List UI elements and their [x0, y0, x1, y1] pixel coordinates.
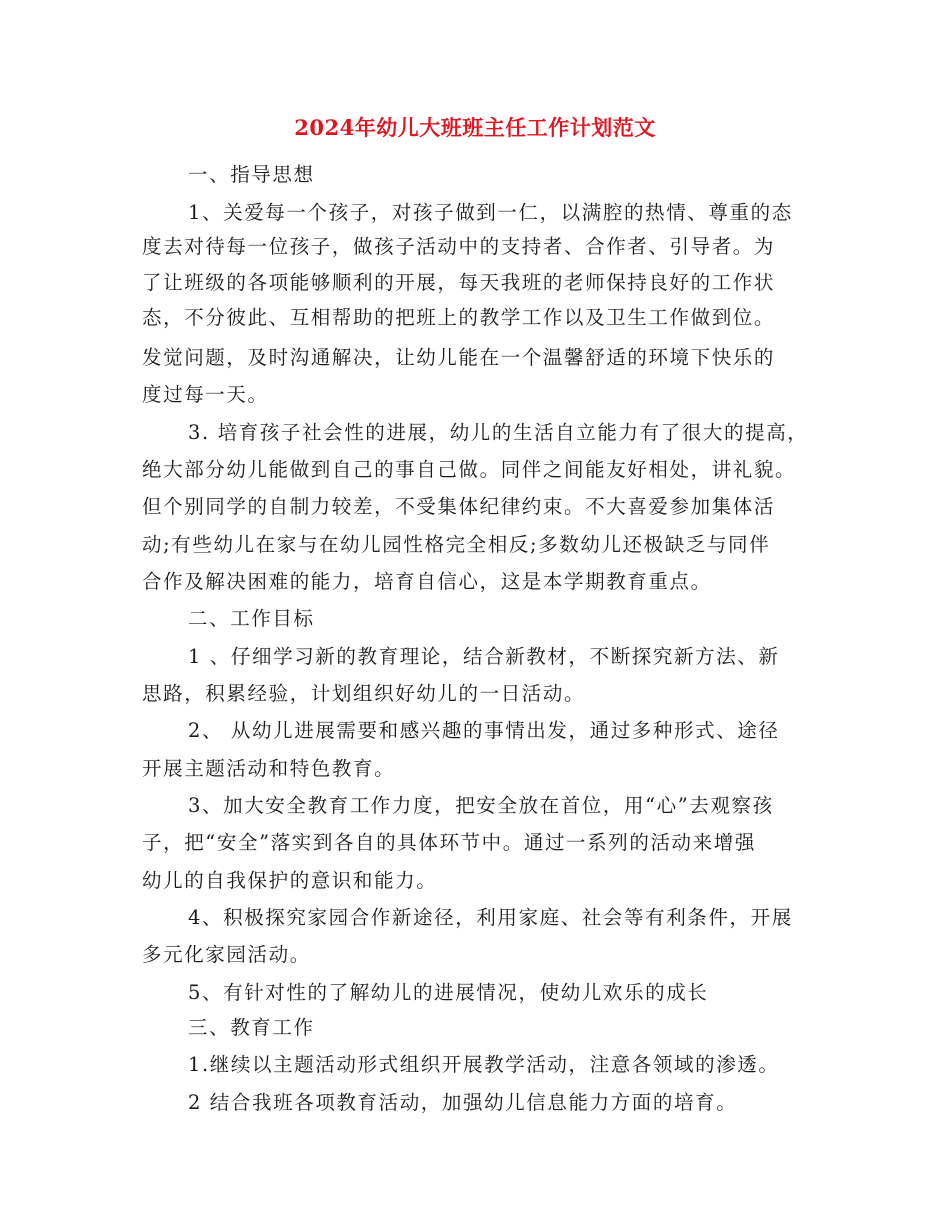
paragraph-line: 合作及解决困难的能力，培育自信心，这是本学期教育重点。	[142, 570, 712, 593]
paragraph-line: 但个别同学的自制力较差，不受集体纪律约束。不大喜爱参加集体活	[142, 495, 776, 518]
paragraph-line: 子，把“安全”落实到各自的具体环节中。通过一系列的活动来增强	[142, 831, 756, 854]
paragraph-line: 度过每一天。	[142, 383, 269, 406]
paragraph-line: 1、关爱每一个孩子，对孩子做到一仁，以满腔的热情、尊重的态	[188, 201, 793, 224]
paragraph-line: 思路，积累经验，计划组织好幼儿的一日活动。	[142, 682, 586, 705]
document-title: 2024年幼儿大班班主任工作计划范文	[294, 115, 656, 140]
paragraph-line: 2、 从幼儿进展需要和感兴趣的事情出发，通过多种形式、途径	[188, 719, 780, 742]
paragraph-line: 幼儿的自我保护的意识和能力。	[142, 869, 438, 892]
paragraph-line: 2 结合我班各项教育活动，加强幼儿信息能力方面的培育。	[188, 1091, 738, 1114]
paragraph-line: 3. 培育孩子社会性的进展，幼儿的生活自立能力有了很大的提高，	[188, 421, 809, 444]
paragraph-line: 发觉问题，及时沟通解决，让幼儿能在一个温馨舒适的环境下快乐的	[142, 346, 776, 369]
paragraph-line: 动;有些幼儿在家与在幼儿园性格完全相反;多数幼儿还极缺乏与同伴	[142, 533, 771, 556]
section-heading: 一、指导思想	[188, 163, 315, 186]
section-heading: 三、教育工作	[188, 1016, 315, 1039]
paragraph-line: 度去对待每一位孩子，做孩子活动中的支持者、合作者、引导者。为	[142, 235, 776, 258]
paragraph-line: 5、有针对性的了解幼儿的进展情况，使幼儿欢乐的成长	[188, 981, 709, 1004]
paragraph-line: 了让班级的各项能够顺利的开展，每天我班的老师保持良好的工作状	[142, 271, 776, 294]
paragraph-line: 绝大部分幼儿能做到自己的事自己做。同伴之间能友好相处，讲礼貌。	[142, 458, 797, 481]
paragraph-line: 1.继续以主题活动形式组织开展教学活动，注意各领域的渗透。	[188, 1053, 780, 1076]
paragraph-line: 态，不分彼此、互相帮助的把班上的教学工作以及卫生工作做到位。	[142, 306, 776, 329]
paragraph-line: 多元化家园活动。	[142, 943, 311, 966]
section-heading: 二、工作目标	[188, 607, 315, 630]
paragraph-line: 3、加大安全教育工作力度，把安全放在首位，用“心”去观察孩	[188, 794, 774, 817]
paragraph-line: 4、积极探究家园合作新途径，利用家庭、社会等有利条件，开展	[188, 906, 793, 929]
paragraph-line: 开展主题活动和特色教育。	[142, 757, 396, 780]
paragraph-line: 1 、仔细学习新的教育理论，结合新教材，不断探究新方法、新	[188, 645, 780, 668]
